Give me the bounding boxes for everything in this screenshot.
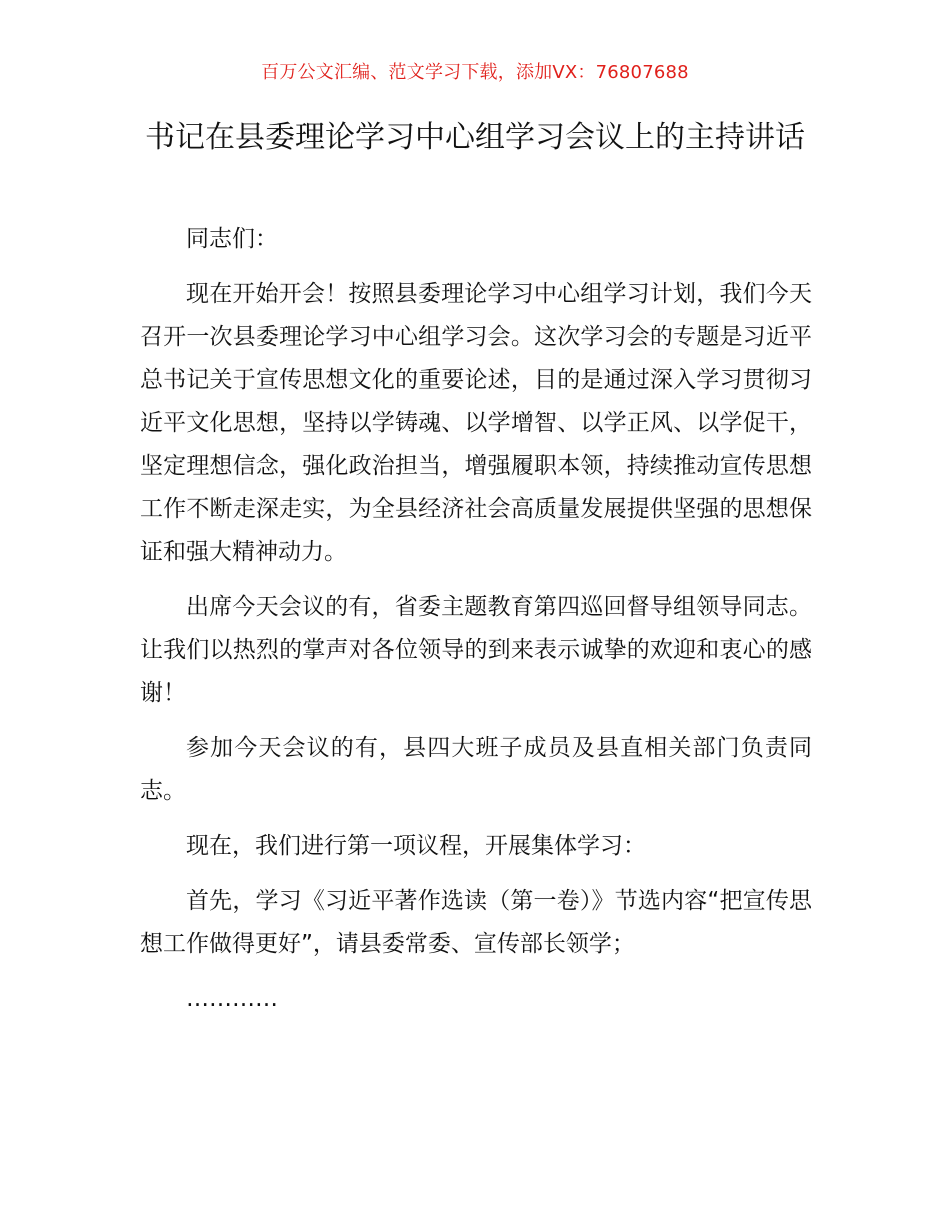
paragraph-first-study: 首先，学习《习近平著作选读（第一卷）》节选内容“把宣传思想工作做得更好”，请县委常委、宣传部长领学；: [140, 888, 812, 957]
paragraph-attendees-local: 参加今天会议的有，县四大班子成员及县直相关部门负责同志。: [140, 735, 812, 804]
paragraph-salutation: 同志们：: [186, 226, 278, 252]
document-body: [140, 218, 812, 1033]
document-title: 书记在县委理论学习中心组学习会议上的主持讲话: [145, 120, 805, 155]
paragraph-opening: 现在开始开会！按照县委理论学习中心组学习计划，我们今天召开一次县委理论学习中心组学习会。这次学习会的专题是习近平总书记关于宣传思想文化的重要论述，目的是通过深入学习贯彻习近平文化思想，坚持以学铸魂、以学增智、以学正风、以学促干，坚定理想信念，强化政治担当，增强履职本领，持续推动宣传思想工作不断走深走实，为全县经济社会高质量发展提供坚强的思想保证和强大精神动力。: [140, 281, 812, 565]
paragraph-agenda-item-1: 现在，我们进行第一项议程，开展集体学习：: [186, 833, 646, 859]
header-watermark: 百万公文汇编、范文学习下载，添加VX：76807688: [261, 62, 689, 83]
paragraph-ellipsis: …………: [186, 986, 278, 1012]
paragraph-attendees-guests: 出席今天会议的有，省委主题教育第四巡回督导组领导同志。让我们以热烈的掌声对各位领导的到来表示诚挚的欢迎和衷心的感谢！: [140, 594, 812, 706]
